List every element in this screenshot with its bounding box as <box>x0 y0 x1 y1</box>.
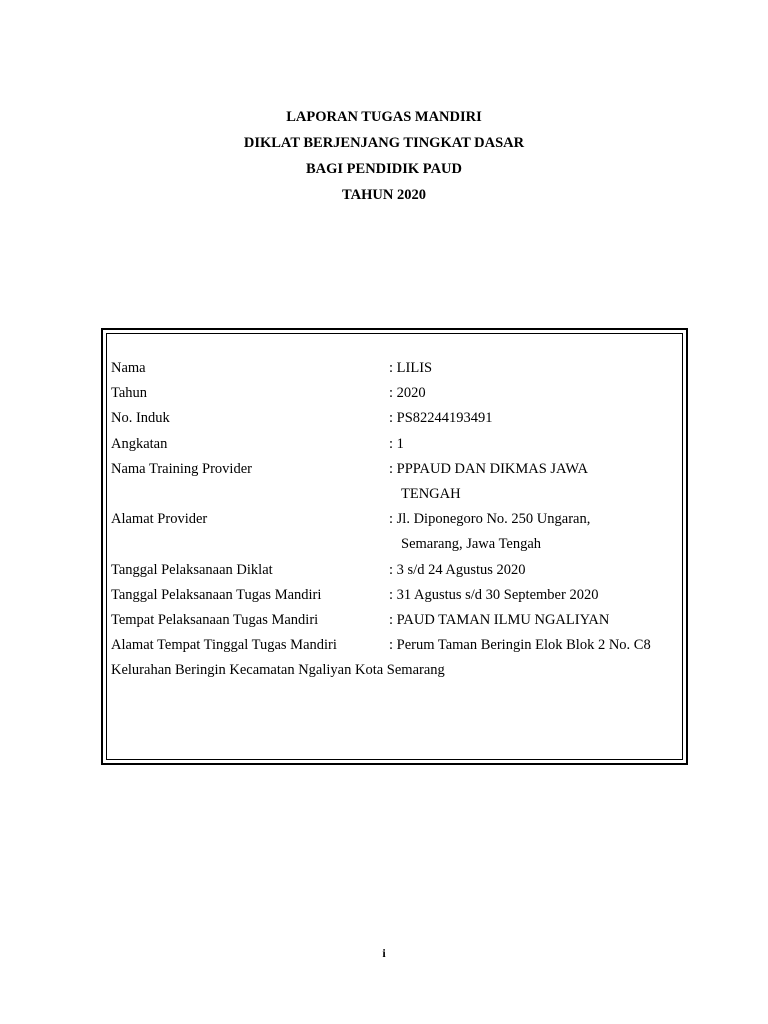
info-label: Tahun <box>111 385 148 402</box>
info-label: No. Induk <box>111 410 170 427</box>
info-label: Alamat Provider <box>111 511 208 528</box>
info-row-training-provider-cont <box>111 482 681 507</box>
info-row-alamat-provider-cont <box>111 532 681 557</box>
info-row-alamat-tinggal <box>111 633 681 658</box>
info-row-angkatan <box>111 432 681 457</box>
title-line-audience: BAGI PENDIDIK PAUD <box>305 161 463 177</box>
info-row-no-induk <box>111 406 681 431</box>
info-row-alamat-provider <box>111 507 681 532</box>
info-row-tahun <box>111 381 681 406</box>
info-label: Tanggal Pelaksanaan Tugas Mandiri <box>111 586 322 603</box>
title-line-year: TAHUN 2020 <box>342 187 426 203</box>
info-row-alamat-tinggal-cont <box>111 658 681 683</box>
info-label: Angkatan <box>111 435 168 452</box>
title-line-training: DIKLAT BERJENJANG TINGKAT DASAR <box>243 135 525 151</box>
info-value: : PAUD TAMAN ILMU NGALIYAN <box>389 611 610 628</box>
info-value: : LILIS <box>389 360 433 376</box>
info-value: : 1 <box>389 435 404 452</box>
info-label: Tanggal Pelaksanaan Diklat <box>111 561 273 578</box>
info-value: : 31 Agustus s/d 30 September 2020 <box>389 586 599 603</box>
report-title <box>0 104 768 208</box>
participant-info <box>111 356 681 683</box>
info-value-continuation: TENGAH <box>401 485 461 502</box>
info-value: : 2020 <box>389 385 426 402</box>
info-value: : PS82244193491 <box>389 410 493 427</box>
info-label: Alamat Tempat Tinggal Tugas Mandiri <box>111 637 337 654</box>
info-value: : 3 s/d 24 Agustus 2020 <box>389 561 526 578</box>
info-label: Nama Training Provider <box>111 460 252 477</box>
info-label: Nama <box>111 360 146 376</box>
info-label: Tempat Pelaksanaan Tugas Mandiri <box>111 611 319 628</box>
info-address-continuation: Kelurahan Beringin Kecamatan Ngaliyan Kota Semarang <box>111 662 445 679</box>
info-value: : Jl. Diponegoro No. 250 Ungaran, <box>389 511 591 528</box>
page-number: i <box>382 946 386 960</box>
info-value-continuation: Semarang, Jawa Tengah <box>401 536 542 553</box>
title-line-report: LAPORAN TUGAS MANDIRI <box>286 109 482 125</box>
info-row-tanggal-diklat <box>111 558 681 583</box>
info-row-training-provider <box>111 457 681 482</box>
info-row-nama <box>111 356 681 381</box>
info-value: : Perum Taman Beringin Elok Blok 2 No. C8 <box>389 637 651 654</box>
info-row-tempat-tugas <box>111 608 681 633</box>
info-value: : PPPAUD DAN DIKMAS JAWA <box>389 460 588 477</box>
info-row-tanggal-tugas <box>111 583 681 608</box>
